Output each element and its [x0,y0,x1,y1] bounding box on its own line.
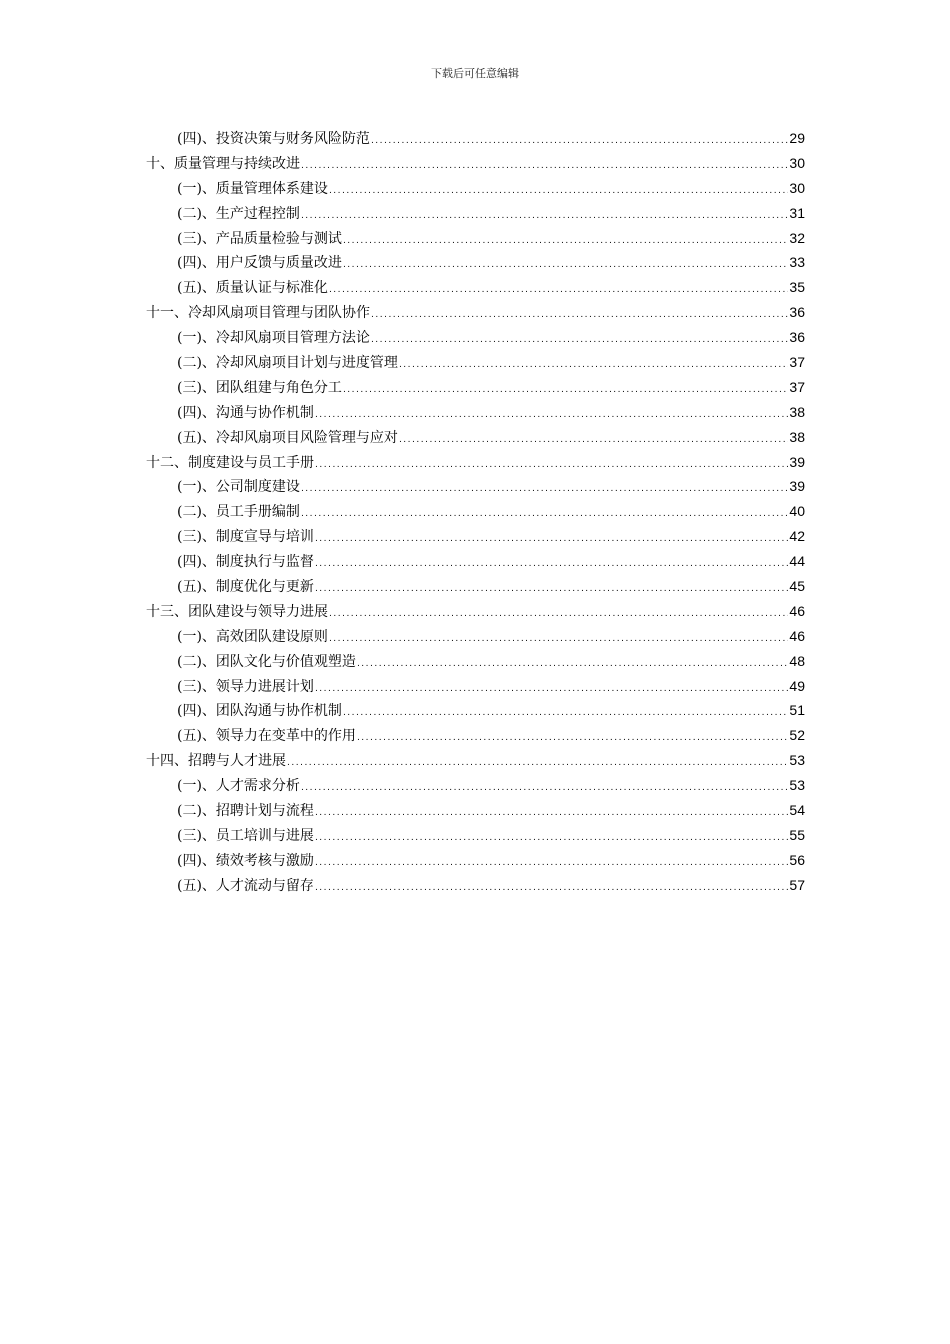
toc-dot-leader [371,303,788,328]
toc-dot-leader [371,129,788,154]
toc-entry-title[interactable]: (四)、用户反馈与质量改进 [177,255,342,272]
toc-entry-page-number[interactable]: 46 [789,627,805,644]
toc-entry[interactable] [146,300,805,325]
toc-entry-title[interactable]: (二)、员工手册编制 [177,504,300,521]
toc-entry-page-number[interactable]: 44 [789,553,805,570]
toc-entry-title[interactable]: (五)、领导力在变革中的作用 [177,728,356,745]
toc-entry-page-number[interactable]: 52 [789,727,805,744]
toc-dot-leader [315,552,788,577]
toc-entry-page-number[interactable]: 49 [789,677,805,694]
toc-dot-leader [301,502,788,527]
toc-entry-title[interactable]: (四)、绩效考核与激励 [177,852,314,869]
toc-entry-page-number[interactable]: 53 [789,752,805,769]
toc-dot-leader [315,527,788,552]
toc-entry-page-number[interactable]: 38 [789,428,805,445]
toc-entry-page-number[interactable]: 45 [789,578,805,595]
toc-entry-page-number[interactable]: 37 [789,378,805,395]
toc-entry-title[interactable]: (四)、制度执行与监督 [177,554,314,571]
toc-dot-leader [329,627,788,652]
toc-entry-title[interactable]: 十四、招聘与人才进展 [146,753,286,770]
toc-entry-title[interactable]: 十二、制度建设与员工手册 [146,454,314,471]
toc-dot-leader [315,801,788,826]
toc-entry[interactable] [146,549,805,574]
toc-entry[interactable] [146,748,805,773]
table-of-contents [146,126,805,898]
toc-dot-leader [315,453,788,478]
toc-entry[interactable] [146,848,805,873]
toc-dot-leader [329,602,788,627]
toc-entry[interactable] [146,773,805,798]
toc-entry-page-number[interactable]: 39 [789,478,805,495]
toc-entry-page-number[interactable]: 33 [789,254,805,271]
toc-dot-leader [399,428,788,453]
toc-dot-leader [315,851,788,876]
toc-entry[interactable] [146,599,805,624]
toc-entry-title[interactable]: (二)、团队文化与价值观塑造 [177,653,356,670]
toc-dot-leader [329,179,788,204]
toc-entry-page-number[interactable]: 32 [789,229,805,246]
toc-entry[interactable] [146,275,805,300]
toc-entry[interactable] [146,798,805,823]
toc-entry[interactable] [146,624,805,649]
toc-entry-title[interactable]: (四)、团队沟通与协作机制 [177,703,342,720]
toc-entry-title[interactable]: (一)、冷却风扇项目管理方法论 [177,330,370,347]
toc-entry[interactable] [146,201,805,226]
toc-entry[interactable] [146,425,805,450]
toc-entry-title[interactable]: (五)、冷却风扇项目风险管理与应对 [177,429,398,446]
toc-entry-title[interactable]: 十、质量管理与持续改进 [146,155,300,172]
toc-dot-leader [301,776,788,801]
toc-entry-title[interactable]: 十一、冷却风扇项目管理与团队协作 [146,305,370,322]
toc-entry-title[interactable]: (四)、投资决策与财务风险防范 [177,131,370,147]
toc-entry-page-number[interactable]: 56 [789,851,805,868]
toc-dot-leader [315,403,788,428]
toc-entry[interactable] [146,698,805,723]
toc-dot-leader [343,701,788,726]
toc-entry[interactable] [146,151,805,176]
toc-entry-title[interactable]: (一)、高效团队建设原则 [177,628,328,645]
toc-entry-page-number[interactable]: 39 [789,453,805,470]
toc-entry[interactable] [146,176,805,201]
toc-entry-title[interactable]: (三)、员工培训与进展 [177,827,314,844]
page-header: 下载后可任意编辑 [431,67,519,80]
toc-dot-leader [343,229,788,254]
toc-entry-title[interactable]: (五)、制度优化与更新 [177,579,314,596]
toc-dot-leader [301,204,788,229]
toc-entry-title[interactable]: (三)、产品质量检验与测试 [177,230,342,247]
toc-dot-leader [301,477,788,502]
toc-entry-page-number[interactable]: 36 [789,304,805,321]
toc-entry-title[interactable]: (三)、制度宣导与培训 [177,529,314,546]
toc-entry[interactable] [146,350,805,375]
toc-entry-title[interactable]: (二)、生产过程控制 [177,205,300,222]
toc-dot-leader [315,677,788,702]
toc-entry-page-number[interactable]: 35 [789,279,805,296]
toc-entry[interactable] [146,375,805,400]
toc-entry-title[interactable]: (五)、人才流动与留存 [177,877,314,894]
toc-entry-page-number[interactable]: 31 [789,204,805,221]
toc-dot-leader [329,278,788,303]
toc-dot-leader [399,353,788,378]
toc-entry-title[interactable]: (二)、冷却风扇项目计划与进度管理 [177,355,398,372]
toc-entry-page-number[interactable]: 30 [789,179,805,196]
toc-entry-title[interactable]: (一)、公司制度建设 [177,479,300,496]
toc-entry[interactable] [146,450,805,475]
toc-entry-page-number[interactable]: 42 [789,528,805,545]
toc-entry-page-number[interactable]: 38 [789,403,805,420]
toc-entry-page-number[interactable]: 29 [789,130,805,146]
toc-dot-leader [371,328,788,353]
toc-entry[interactable] [146,674,805,699]
toc-entry-title[interactable]: (三)、领导力进展计划 [177,678,314,695]
toc-dot-leader [301,154,788,179]
toc-entry[interactable] [146,250,805,275]
toc-entry-page-number[interactable]: 54 [789,802,805,819]
toc-entry-page-number[interactable]: 37 [789,354,805,371]
toc-entry-page-number[interactable]: 55 [789,826,805,843]
toc-entry-page-number[interactable]: 51 [789,702,805,719]
toc-dot-leader [315,826,788,851]
toc-entry-title[interactable]: (五)、质量认证与标准化 [177,280,328,297]
toc-dot-leader [287,751,788,776]
toc-entry[interactable] [146,226,805,251]
toc-entry[interactable] [146,723,805,748]
toc-entry[interactable] [146,126,805,151]
toc-dot-leader [357,726,788,751]
toc-entry[interactable] [146,823,805,848]
toc-entry[interactable] [146,524,805,549]
toc-entry-title[interactable]: (一)、人才需求分析 [177,778,300,795]
toc-entry[interactable] [146,574,805,599]
toc-entry-title[interactable]: (二)、招聘计划与流程 [177,803,314,820]
toc-entry-page-number[interactable]: 40 [789,503,805,520]
toc-entry[interactable] [146,400,805,425]
toc-dot-leader [315,577,788,602]
toc-dot-leader [357,652,788,677]
toc-entry-page-number[interactable]: 46 [789,602,805,619]
toc-entry-page-number[interactable]: 30 [789,154,805,171]
toc-entry-page-number[interactable]: 36 [789,329,805,346]
toc-entry-page-number[interactable]: 57 [789,876,805,893]
toc-dot-leader [343,253,788,278]
toc-entry-page-number[interactable]: 53 [789,777,805,794]
toc-entry[interactable] [146,873,805,898]
toc-entry[interactable] [146,325,805,350]
toc-entry-title[interactable]: (一)、质量管理体系建设 [177,180,328,197]
toc-dot-leader [315,876,788,901]
toc-dot-leader [343,378,788,403]
toc-entry[interactable] [146,649,805,674]
toc-entry[interactable] [146,499,805,524]
toc-entry-title[interactable]: 十三、团队建设与领导力进展 [146,603,328,620]
toc-entry[interactable] [146,474,805,499]
toc-entry-title[interactable]: (三)、团队组建与角色分工 [177,379,342,396]
toc-entry-page-number[interactable]: 48 [789,652,805,669]
toc-entry-title[interactable]: (四)、沟通与协作机制 [177,404,314,421]
